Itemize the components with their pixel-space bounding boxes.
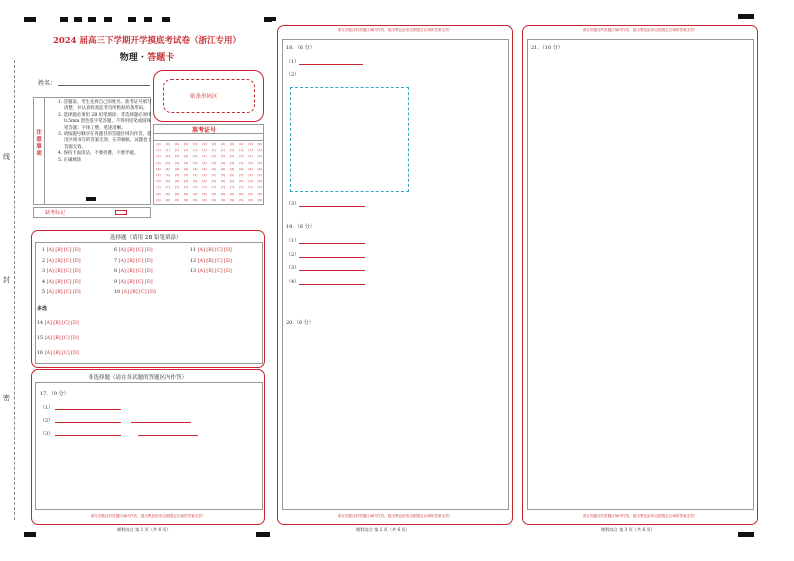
- ticket-digit-bubble[interactable]: [2]: [174, 154, 179, 159]
- ticket-digit-bubble[interactable]: [8]: [211, 191, 216, 196]
- mcq-question-row[interactable]: [37, 336, 79, 341]
- ticket-digit-bubble[interactable]: [1]: [156, 148, 161, 153]
- mcq-option-bubbles[interactable]: [A] [B] [C] [D]: [118, 258, 153, 264]
- mcq-question-number: 3: [42, 269, 46, 275]
- ticket-digit-bubble[interactable]: [3]: [257, 160, 262, 165]
- ticket-digit-bubble[interactable]: [7]: [202, 185, 207, 190]
- ticket-digit-bubble[interactable]: [0]: [248, 142, 253, 146]
- mcq-option-bubbles[interactable]: [A] [B] [C] [D]: [44, 336, 79, 341]
- name-field[interactable]: [58, 85, 150, 86]
- mcq-question-number: 5: [42, 290, 46, 296]
- note-item: 5. 正确填涂: [58, 157, 82, 163]
- mcq-question-row[interactable]: [37, 321, 79, 326]
- mcq-question-number: 12: [190, 258, 197, 264]
- mcq-question-number: 14: [37, 321, 44, 326]
- mcq-option-bubbles[interactable]: [A] [B] [C] [D]: [46, 269, 81, 275]
- q17-part-3: （3）: [40, 431, 54, 437]
- page-title: 2024 届高三下学期开学摸底考试卷（浙江专用）: [52, 36, 242, 46]
- note-item: 4. 保持卡面清洁，不要折叠、不要弄破。: [58, 151, 139, 157]
- ticket-digit-bubble[interactable]: [9]: [211, 197, 216, 202]
- ticket-digit-bubble[interactable]: [8]: [230, 191, 235, 196]
- ticket-digit-bubble[interactable]: [4]: [257, 166, 262, 171]
- timing-mark: [104, 17, 112, 22]
- ticket-digit-bubble[interactable]: [7]: [220, 185, 225, 190]
- ticket-digit-bubble[interactable]: [5]: [156, 173, 161, 177]
- q17-answer-2b[interactable]: [131, 422, 191, 423]
- ticket-digit-bubble[interactable]: [7]: [230, 185, 235, 190]
- ticket-digit-bubble[interactable]: [3]: [211, 160, 216, 165]
- ticket-digit-bubble[interactable]: [9]: [257, 197, 262, 202]
- ticket-digit-bubble[interactable]: [3]: [174, 160, 179, 165]
- mcq-option-bubbles[interactable]: [A] [B] [C] [D]: [118, 279, 153, 285]
- note-item: 3. 请按题号顺序在各题目的答题区域内作答，超出区域书写的答案无效；在草稿纸、试题卷上答题无效。: [58, 132, 152, 150]
- q19-answer-4[interactable]: [299, 284, 365, 285]
- ticket-digit-bubble[interactable]: [3]: [202, 160, 207, 165]
- ticket-digit-bubble[interactable]: [1]: [220, 148, 225, 153]
- ticket-digit-bubble[interactable]: [8]: [257, 191, 262, 196]
- ticket-digit-bubble[interactable]: [4]: [165, 166, 170, 171]
- ticket-digit-bubble[interactable]: [9]: [202, 197, 207, 202]
- ticket-digit-bubble[interactable]: [6]: [257, 179, 262, 184]
- mcq-question-row[interactable]: [114, 280, 153, 285]
- q17-label: 17．（9 分）: [40, 391, 69, 397]
- mcq-option-bubbles[interactable]: [A] [B] [C] [D]: [46, 290, 81, 296]
- timing-mark: [74, 17, 82, 22]
- ticket-digit-bubble[interactable]: [0]: [220, 142, 225, 146]
- fill-sample: [86, 197, 96, 201]
- ticket-digit-bubble[interactable]: [8]: [156, 191, 161, 196]
- note-item: 2. 选择题必须用 2B 铅笔填涂；非选择题必须用 0.5mm 黑色签字笔答题，不得用铅笔或圆珠笔答题；字体工整、笔迹清晰。: [58, 112, 152, 131]
- ticket-digit-bubble[interactable]: [9]: [220, 197, 225, 202]
- ticket-digit-bubble[interactable]: [6]: [211, 179, 216, 184]
- mcq-option-bubbles[interactable]: [A] [B] [C] [D]: [197, 258, 232, 264]
- q18-answer-3[interactable]: [299, 206, 365, 207]
- ticket-digit-bubble[interactable]: [4]: [211, 166, 216, 171]
- ticket-digit-bubble[interactable]: [3]: [248, 160, 253, 165]
- mcq-option-bubbles[interactable]: [A] [B] [C] [D]: [118, 248, 153, 253]
- ticket-digit-bubble[interactable]: [8]: [174, 191, 179, 196]
- notice-text: 请在各题目的答题区域内作答，超出黑色矩形边框限定区域的答案无效！: [337, 28, 453, 32]
- ticket-digit-bubble[interactable]: [6]: [193, 179, 198, 184]
- ticket-header-line: [153, 133, 264, 134]
- note-item: 1. 答题前，考生先将自己的姓名、准考证号填写清楚，并认真检查监考员所粘贴的条形码。: [58, 100, 152, 112]
- ticket-digit-bubble[interactable]: [9]: [165, 197, 170, 202]
- mcq-question-number: 7: [114, 258, 118, 264]
- ticket-digit-bubble[interactable]: [0]: [202, 142, 207, 146]
- ticket-digit-bubble[interactable]: [4]: [230, 166, 235, 171]
- ticket-digit-bubble[interactable]: [5]: [184, 173, 189, 177]
- q19-label: 19．（6 分）: [286, 224, 315, 230]
- ticket-digit-bubble[interactable]: [1]: [193, 148, 198, 153]
- footer-page-3: 理科综合 第 3 页（共 6 页）: [601, 527, 655, 532]
- mcq-question-row[interactable]: [42, 280, 81, 285]
- ticket-digit-bubble[interactable]: [7]: [174, 185, 179, 190]
- mcq-question-number: 13: [190, 269, 197, 275]
- ticket-digit-bubble[interactable]: [1]: [174, 148, 179, 153]
- page3-frame: [527, 39, 754, 510]
- mcq-title: 选择题（请用 2B 铅笔填涂）: [110, 235, 182, 241]
- ticket-digit-bubble[interactable]: [5]: [248, 173, 253, 177]
- ticket-digit-bubble[interactable]: [6]: [202, 179, 207, 184]
- ticket-digit-bubble[interactable]: [0]: [193, 142, 198, 146]
- q18-part-1: （1）: [286, 59, 300, 65]
- binding-line: [14, 60, 15, 520]
- mcq-option-bubbles[interactable]: [A] [B] [C] [D]: [46, 258, 81, 264]
- timing-mark: [88, 17, 96, 22]
- mcq-question-row[interactable]: [42, 269, 81, 274]
- ticket-digit-bubble[interactable]: [3]: [165, 160, 170, 165]
- ticket-digit-bubble[interactable]: [0]: [230, 142, 235, 146]
- ticket-digit-bubble[interactable]: [7]: [239, 185, 244, 190]
- mcq-question-row[interactable]: [42, 290, 81, 295]
- mcq-question-number: 6: [114, 248, 118, 253]
- q18-part-2: （2）: [286, 72, 300, 78]
- ticket-digit-bubble[interactable]: [7]: [156, 185, 161, 190]
- ticket-digit-bubble[interactable]: [2]: [257, 154, 262, 159]
- ticket-digit-bubble[interactable]: [6]: [220, 179, 225, 184]
- ticket-digit-bubble[interactable]: [2]: [211, 154, 216, 159]
- ticket-digit-bubble[interactable]: [8]: [248, 191, 253, 196]
- mcq-question-number: 10: [114, 290, 121, 296]
- ticket-digit-bubble[interactable]: [6]: [239, 179, 244, 184]
- ticket-digit-bubble[interactable]: [5]: [211, 173, 216, 177]
- mcq-option-bubbles[interactable]: [A] [B] [C] [D]: [46, 279, 81, 285]
- ticket-digit-bubble[interactable]: [4]: [156, 166, 161, 171]
- ticket-digit-bubble[interactable]: [9]: [184, 197, 189, 202]
- ticket-digit-bubble[interactable]: [5]: [239, 173, 244, 177]
- notice-text: 请在各题目的答题区域内作答，超出黑色矩形边框限定区域的答案无效！: [582, 28, 698, 32]
- timing-mark: [60, 17, 68, 22]
- mcq-option-bubbles[interactable]: [A] [B] [C] [D]: [121, 290, 156, 296]
- ticket-digit-bubble[interactable]: [4]: [202, 166, 207, 171]
- ticket-digit-bubble[interactable]: [5]: [257, 173, 262, 177]
- ticket-digit-bubble[interactable]: [8]: [165, 191, 170, 196]
- ticket-digit-bubble[interactable]: [3]: [220, 160, 225, 165]
- q19-part-2: （2）: [286, 252, 300, 258]
- mcq-question-row[interactable]: [37, 351, 79, 356]
- timing-mark: [144, 17, 152, 22]
- ticket-digit-bubble[interactable]: [5]: [202, 173, 207, 177]
- q17-part-2: （2）: [40, 418, 54, 424]
- ticket-digit-bubble[interactable]: [3]: [193, 160, 198, 165]
- q17-part-1: （1）: [40, 405, 54, 411]
- subtitle-dot: ·: [140, 53, 145, 63]
- ticket-digit-bubble[interactable]: [0]: [156, 142, 161, 146]
- mcq-question-row[interactable]: [42, 248, 81, 253]
- ticket-digit-bubble[interactable]: [5]: [165, 173, 170, 177]
- ticket-digit-bubble[interactable]: [9]: [239, 197, 244, 202]
- mcq-question-number: 1: [42, 248, 46, 253]
- ticket-digit-bubble[interactable]: [0]: [174, 142, 179, 146]
- ticket-digit-bubble[interactable]: [0]: [165, 142, 170, 146]
- ticket-digit-bubble[interactable]: [1]: [184, 148, 189, 153]
- mcq-question-row[interactable]: [42, 259, 81, 264]
- ticket-digit-bubble[interactable]: [5]: [230, 173, 235, 177]
- mcq-question-row[interactable]: [114, 269, 153, 274]
- ticket-digit-bubble[interactable]: [3]: [230, 160, 235, 165]
- ticket-digit-bubble[interactable]: [8]: [202, 191, 207, 196]
- ticket-digit-bubble[interactable]: [8]: [239, 191, 244, 196]
- side-mark-line: 线: [3, 153, 10, 161]
- mcq-option-bubbles[interactable]: [A] [B] [C] [D]: [44, 321, 79, 326]
- ticket-digit-bubble[interactable]: [7]: [193, 185, 198, 190]
- subject-label: 物理: [119, 53, 138, 63]
- ticket-digit-bubble[interactable]: [4]: [193, 166, 198, 171]
- mcq-option-bubbles[interactable]: [A] [B] [C] [D]: [197, 248, 232, 253]
- ticket-digit-bubble[interactable]: [2]: [220, 154, 225, 159]
- timing-mark: [162, 17, 170, 22]
- ticket-digit-bubble[interactable]: [7]: [184, 185, 189, 190]
- ticket-digit-bubble[interactable]: [7]: [165, 185, 170, 190]
- ticket-digit-bubble[interactable]: [7]: [211, 185, 216, 190]
- ticket-digit-bubble[interactable]: [6]: [230, 179, 235, 184]
- mcq-question-row[interactable]: [114, 259, 153, 264]
- side-mark-seal: 封: [3, 276, 10, 284]
- mcq-question-row[interactable]: [190, 269, 232, 274]
- footer-page-1: 理科综合 第 1 页（共 6 页）: [117, 527, 171, 532]
- ticket-digit-bubble[interactable]: [4]: [239, 166, 244, 171]
- notes-title: 注意事项: [36, 130, 42, 157]
- absent-label: 缺考标记: [45, 210, 66, 216]
- mcq-question-row[interactable]: [190, 259, 232, 264]
- q17-answer-3b[interactable]: [138, 435, 198, 436]
- footer-page-2: 理科综合 第 2 页（共 6 页）: [356, 527, 410, 532]
- timing-mark: [128, 17, 136, 22]
- ticket-digit-bubble[interactable]: [1]: [230, 148, 235, 153]
- ticket-digit-bubble[interactable]: [8]: [193, 191, 198, 196]
- ticket-digit-bubble[interactable]: [0]: [184, 142, 189, 146]
- mcq-question-number: 16: [37, 351, 44, 356]
- timing-mark: [264, 17, 272, 22]
- ticket-digit-bubble[interactable]: [3]: [239, 160, 244, 165]
- q18-drawing-area[interactable]: [290, 87, 409, 192]
- ticket-digit-bubble[interactable]: [8]: [184, 191, 189, 196]
- q21-label: 21．（10 分）: [531, 45, 563, 51]
- q19-answer-3[interactable]: [299, 270, 365, 271]
- mcq-question-row[interactable]: [190, 248, 232, 253]
- ticket-digit-bubble[interactable]: [6]: [174, 179, 179, 184]
- timing-mark: [24, 532, 36, 537]
- mcq-question-number: 2: [42, 258, 46, 264]
- q19-part-1: （1）: [286, 238, 300, 244]
- mcq-question-row[interactable]: [114, 248, 153, 253]
- mcq-option-bubbles[interactable]: [A] [B] [C] [D]: [118, 269, 153, 275]
- mcq-question-number: 8: [114, 269, 118, 275]
- q17-frame: [35, 382, 263, 510]
- q20-label: 20.（6 分）: [286, 320, 314, 326]
- ticket-digit-bubble[interactable]: [2]: [230, 154, 235, 159]
- mcq-option-bubbles[interactable]: [A] [B] [C] [D]: [44, 351, 79, 356]
- nonmcq-title: 非选择题（请在各试题的答题区内作答）: [88, 375, 188, 381]
- ticket-digit-bubble[interactable]: [2]: [248, 154, 253, 159]
- ticket-digit-bubble[interactable]: [3]: [184, 160, 189, 165]
- ticket-digit-bubble[interactable]: [1]: [257, 148, 262, 153]
- ticket-label: 准考证号: [192, 127, 217, 134]
- q18-answer-1[interactable]: [299, 64, 363, 65]
- ticket-digit-bubble[interactable]: [2]: [239, 154, 244, 159]
- ticket-digit-bubble[interactable]: [5]: [193, 173, 198, 177]
- mcq-option-bubbles[interactable]: [A] [B] [C] [D]: [46, 248, 81, 253]
- timing-mark: [256, 532, 270, 537]
- ticket-digit-bubble[interactable]: [6]: [156, 179, 161, 184]
- multi-label: 多选: [37, 306, 48, 312]
- q17-answer-3a[interactable]: [55, 435, 121, 436]
- card-label: 答题卡: [147, 53, 175, 63]
- ticket-digit-bubble[interactable]: [1]: [165, 148, 170, 153]
- q19-part-3: （3）: [286, 265, 300, 271]
- ticket-digit-bubble[interactable]: [6]: [184, 179, 189, 184]
- mcq-option-bubbles[interactable]: [A] [B] [C] [D]: [197, 269, 232, 275]
- q17-answer-2a[interactable]: [55, 422, 121, 423]
- ticket-digit-bubble[interactable]: [4]: [220, 166, 225, 171]
- ticket-digit-bubble[interactable]: [6]: [165, 179, 170, 184]
- ticket-digit-bubble[interactable]: [0]: [211, 142, 216, 146]
- ticket-box-line: [153, 140, 264, 141]
- timing-mark: [24, 17, 36, 22]
- ticket-digit-bubble[interactable]: [7]: [257, 185, 262, 190]
- ticket-digit-bubble[interactable]: [6]: [248, 179, 253, 184]
- ticket-digit-bubble[interactable]: [1]: [248, 148, 253, 153]
- name-label: 姓名：: [38, 80, 57, 87]
- ticket-digit-bubble[interactable]: [1]: [239, 148, 244, 153]
- ticket-digit-bubble[interactable]: [0]: [257, 142, 262, 146]
- ticket-digit-bubble[interactable]: [2]: [202, 154, 207, 159]
- notes-divider: [44, 97, 45, 205]
- mcq-question-row[interactable]: [114, 290, 156, 295]
- absent-checkbox[interactable]: [115, 210, 127, 215]
- ticket-digit-bubble[interactable]: [3]: [156, 160, 161, 165]
- ticket-digit-bubble[interactable]: [4]: [248, 166, 253, 171]
- notes-list: [58, 100, 152, 164]
- q18-part-3: （3）: [286, 201, 300, 207]
- ticket-digit-bubble[interactable]: [0]: [239, 142, 244, 146]
- ticket-digit-bubble[interactable]: [4]: [184, 166, 189, 171]
- ticket-digit-bubble[interactable]: [2]: [156, 154, 161, 159]
- ticket-digit-bubble[interactable]: [2]: [184, 154, 189, 159]
- mcq-question-number: 15: [37, 336, 44, 341]
- ticket-digit-bubble[interactable]: [1]: [202, 148, 207, 153]
- ticket-digit-bubble[interactable]: [9]: [156, 197, 161, 202]
- q18-label: 18．（6 分）: [286, 45, 315, 51]
- ticket-digit-bubble[interactable]: [2]: [193, 154, 198, 159]
- ticket-digit-bubble[interactable]: [9]: [193, 197, 198, 202]
- ticket-digit-bubble[interactable]: [4]: [174, 166, 179, 171]
- ticket-digit-bubble[interactable]: [7]: [248, 185, 253, 190]
- timing-mark: [738, 532, 754, 537]
- mcq-question-number: 11: [190, 248, 197, 253]
- mcq-question-number: 9: [114, 279, 118, 285]
- ticket-digit-bubble[interactable]: [8]: [220, 191, 225, 196]
- ticket-digit-bubble[interactable]: [9]: [174, 197, 179, 202]
- timing-mark: [738, 14, 754, 19]
- notice-text: 请在各题目的答题区域内作答，超出黑色矩形边框限定区域的答案无效！: [582, 514, 698, 518]
- ticket-digit-bubble[interactable]: [2]: [165, 154, 170, 159]
- timing-mark: [272, 17, 276, 21]
- ticket-digit-bubble[interactable]: [9]: [230, 197, 235, 202]
- ticket-digit-bubble[interactable]: [9]: [248, 197, 253, 202]
- notice-text: 请在各题目的答题区域内作答，超出黑色矩形边框限定区域的答案无效！: [90, 514, 206, 518]
- ticket-digit-bubble[interactable]: [5]: [174, 173, 179, 177]
- q19-part-4: （4）: [286, 279, 300, 285]
- mcq-question-number: 4: [42, 279, 46, 285]
- page-subtitle: [33, 50, 261, 63]
- q19-answer-2[interactable]: [299, 257, 365, 258]
- ticket-digit-bubble[interactable]: [5]: [220, 173, 225, 177]
- barcode-label: 贴条形码区: [190, 94, 218, 100]
- ticket-digit-bubble[interactable]: [1]: [211, 148, 216, 153]
- q17-answer-1[interactable]: [55, 409, 121, 410]
- side-mark-secret: 密: [3, 394, 10, 402]
- q19-answer-1[interactable]: [299, 243, 365, 244]
- notice-text: 请在各题目的答题区域内作答，超出黑色矩形边框限定区域的答案无效！: [337, 514, 453, 518]
